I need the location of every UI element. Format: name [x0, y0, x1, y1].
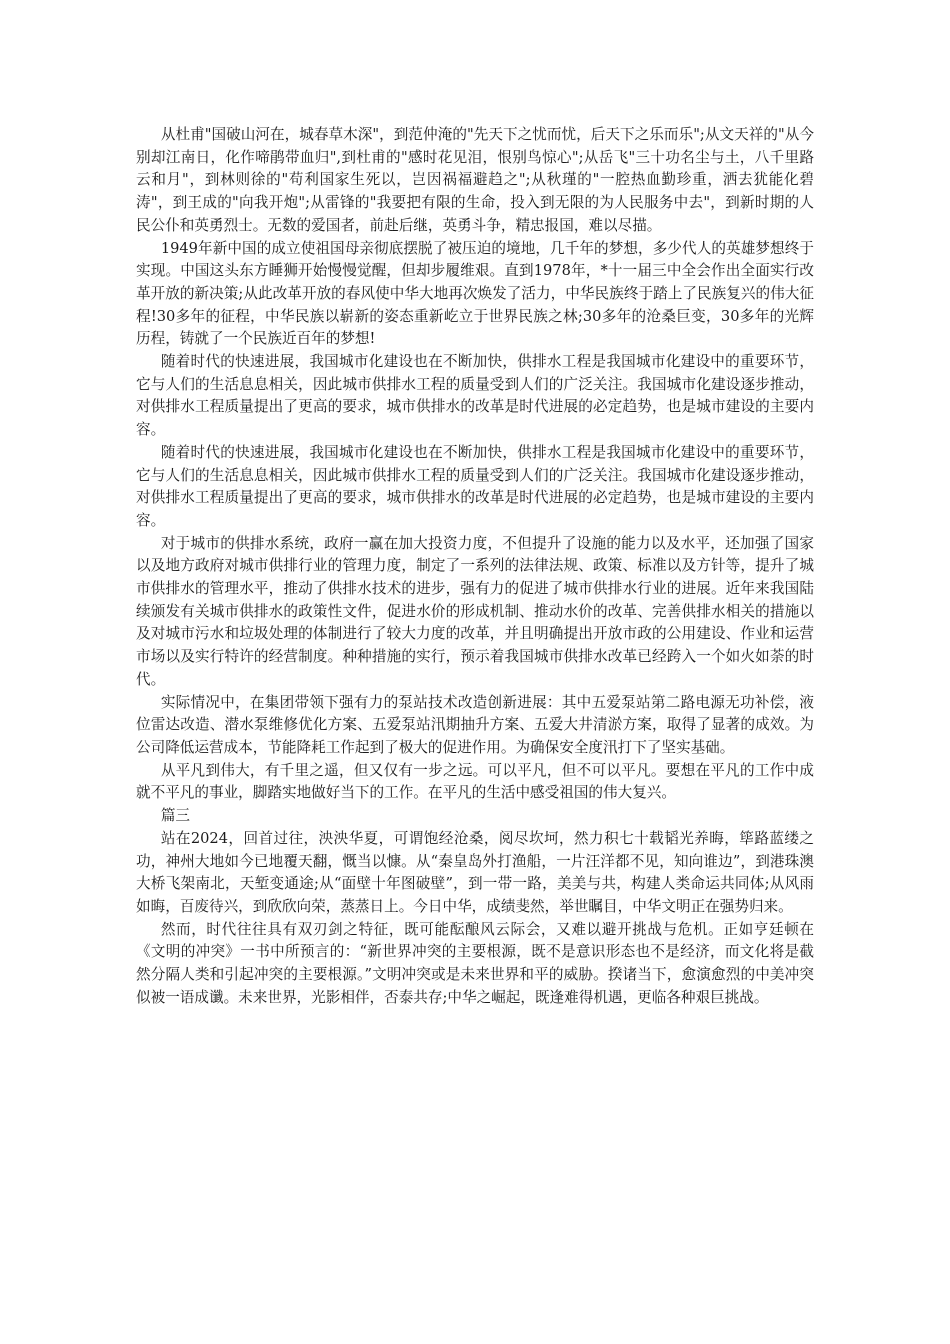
paragraph-7: 从平凡到伟大，有千里之遥，但又仅有一步之远。可以平凡，但不可以平凡。要想在平凡的工作中成就不平凡的事业，脚踏实地做好当下的工作。在平凡的生活中感受祖国的伟大复兴。	[136, 761, 814, 802]
paragraph-2: 1949年新中国的成立使祖国母亲彻底摆脱了被压迫的境地，几千年的梦想，多少代人的英雄梦想终于实现。中国这头东方睡狮开始慢慢觉醒，但却步履维艰。直到1978年，*十一届三中全会作出全面实行改革开放的新决策;从此改革开放的春风使中华大地再次焕发了活力，中华民族终于踏上了民族复兴的伟大征程!30多年的征程，中华民族以崭新的姿态重新屹立于世界民族之林;30多年的沧桑巨变，30多年的光辉历程，铸就了一个民族近百年的梦想!	[136, 239, 814, 348]
paragraph-9: 然而，时代往往具有双刃剑之特征，既可能酝酿风云际会，又难以避开挑战与危机。正如亨廷顿在《文明的冲突》一书中所预言的：“新世界冲突的主要根源，既不是意识形态也不是经济，而文化将是截然分隔人类和引起冲突的主要根源。”文明冲突或是未来世界和平的威胁。揆诸当下，愈演愈烈的中美冲突似被一语成谶。未来世界，光影相伴，否泰共存;中华之崛起，既逢难得机遇，更临各种艰巨挑战。	[136, 920, 814, 1006]
document-body	[136, 124, 814, 1009]
paragraph-5: 对于城市的供排水系统，政府一赢在加大投资力度，不但提升了设施的能力以及水平，还加强了国家以及地方政府对城市供排行业的管理力度，制定了一系列的法律法规、政策、标准以及方针等，提升了城市供排水的管理水平，推动了供排水技术的进步，强有力的促进了城市供排水行业的进展。近年来我国陆续颁发有关城市供排水的政策性文件，促进水价的形成机制、推动水价的改革、完善供排水相关的措施以及对城市污水和垃圾处理的体制进行了较大力度的改革，并且明确提出开放市政的公用建设、作业和运营市场以及实行特许的经营制度。种种措施的实行，预示着我国城市供排水改革已经跨入一个如火如荼的时代。	[136, 534, 814, 688]
section-title: 篇三	[160, 807, 191, 825]
paragraph-4: 随着时代的快速进展，我国城市化建设也在不断加快，供排水工程是我国城市化建设中的重要环节，它与人们的生活息息相关，因此城市供排水工程的质量受到人们的广泛关注。我国城市化建设逐步推动，对供排水工程质量提出了更高的要求，城市供排水的改革是时代进展的必定趋势，也是城市建设的主要内容。	[136, 443, 814, 529]
paragraph-6: 实际情况中，在集团带领下强有力的泵站技术改造创新进展：其中五爱泵站第二路电源无功补偿，液位雷达改造、潜水泵维修优化方案、五爱泵站汛期抽升方案、五爱大井清淤方案，取得了显著的成效。为公司降低运营成本，节能降耗工作起到了极大的促进作用。为确保安全度汛打下了坚实基础。	[136, 693, 814, 756]
paragraph-8: 站在2024，回首过往，泱泱华夏，可谓饱经沧桑，阅尽坎坷，然力积七十载韬光养晦，筚路蓝缕之功，神州大地如今已地覆天翻，慨当以慷。从“秦皇岛外打渔船，一片汪洋都不见，知向谁边”，到港珠澳大桥飞架南北，天堑变通途;从“面壁十年图破壁”，到一带一路，美美与共，构建人类命运共同体;从风雨如晦，百废待兴，到欣欣向荣，蒸蒸日上。今日中华，成绩斐然，举世瞩目，中华文明正在强势归来。	[136, 829, 814, 915]
paragraph-3: 随着时代的快速进展，我国城市化建设也在不断加快，供排水工程是我国城市化建设中的重要环节，它与人们的生活息息相关，因此城市供排水工程的质量受到人们的广泛关注。我国城市化建设逐步推动，对供排水工程质量提出了更高的要求，城市供排水的改革是时代进展的必定趋势，也是城市建设的主要内容。	[136, 353, 814, 439]
paragraph-1: 从杜甫"国破山河在，城春草木深"，到范仲淹的"先天下之忧而忧，后天下之乐而乐";从文天祥的"从今别却江南日，化作啼鹃带血归",到杜甫的"感时花见泪，恨别鸟惊心";从岳飞"三十功名尘与土，八千里路云和月"，到林则徐的"苟利国家生死以，岂因祸福避趋之";从秋瑾的"一腔热血勤珍重，洒去犹能化碧涛"，到王成的"向我开炮";从雷锋的"我要把有限的生命，投入到无限的为人民服务中去"，到新时期的人民公仆和英勇烈士。无数的爱国者，前赴后继，英勇斗争，精忠报国，难以尽描。	[136, 126, 814, 234]
